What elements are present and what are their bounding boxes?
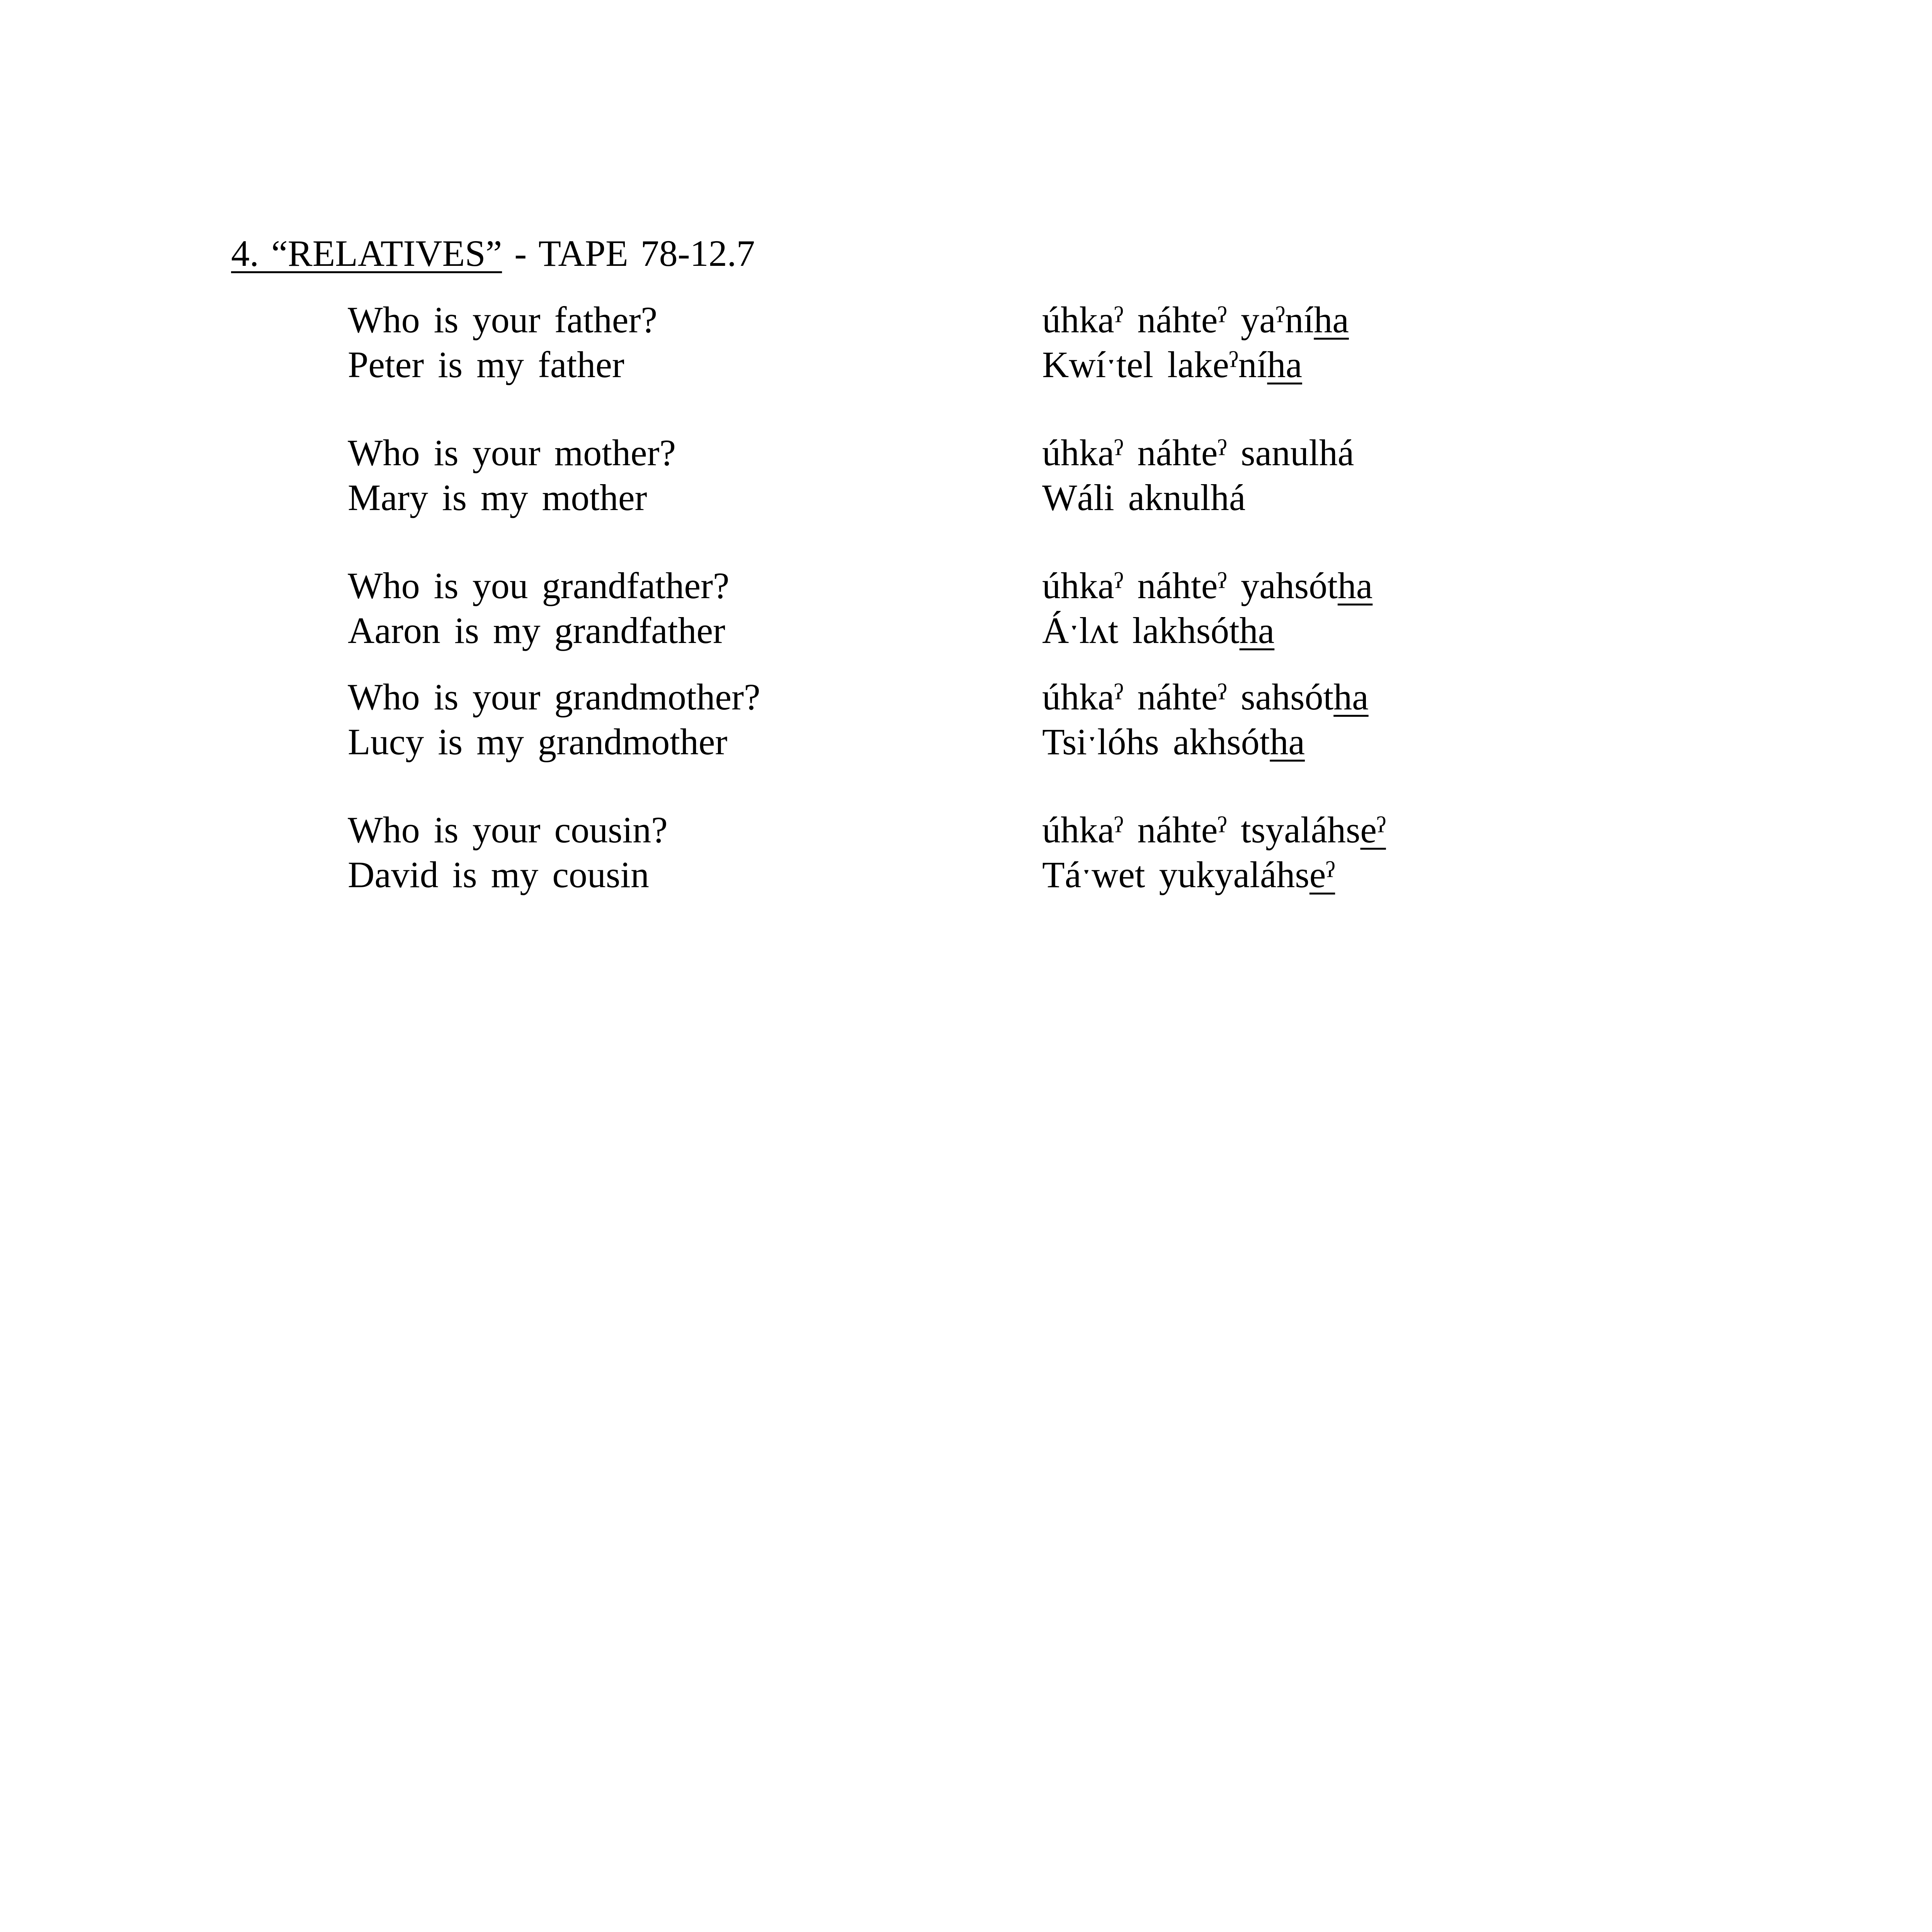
translation-answer-grandmother: Tsiˑlóhs akhsótha (1042, 721, 1305, 762)
english-answer-cousin: David is my cousin (348, 854, 649, 895)
translation-question-grandmother: úhkaˀ náhteˀ sahsótha (1042, 676, 1369, 718)
english-question-grandfather: Who is you grandfather? (348, 565, 730, 606)
english-answer-grandfather: Aaron is my grandfather (348, 610, 726, 651)
section-title-tape: - TAPE 78-12.7 (502, 233, 755, 274)
translation-answer-grandfather: Áˑlʌt lakhsótha (1042, 610, 1275, 651)
translation-answer-mother: Wáli aknulhá (1042, 477, 1246, 518)
translation-question-mother: úhkaˀ náhteˀ sanulhá (1042, 432, 1354, 473)
translation-question-grandfather: úhkaˀ náhteˀ yahsótha (1042, 565, 1373, 606)
english-question-father: Who is your father? (348, 299, 658, 340)
section-title (231, 230, 755, 277)
translation-question-cousin: úhkaˀ náhteˀ tsyaláhseˀ (1042, 809, 1386, 850)
section-title-underlined: 4. “RELATIVES” (231, 233, 502, 274)
english-question-mother: Who is your mother? (348, 432, 676, 473)
english-question-grandmother: Who is your grandmother? (348, 676, 760, 718)
english-answer-grandmother: Lucy is my grandmother (348, 721, 728, 762)
translation-answer-father: Kwíˑtel lakeˀníha (1042, 344, 1302, 385)
translation-answer-cousin: Táˑwet yukyaláhseˀ (1042, 854, 1335, 895)
english-question-cousin: Who is your cousin? (348, 809, 668, 850)
translation-question-father: úhkaˀ náhteˀ yaˀníha (1042, 299, 1349, 340)
english-answer-mother: Mary is my mother (348, 477, 647, 518)
english-answer-father: Peter is my father (348, 344, 624, 385)
